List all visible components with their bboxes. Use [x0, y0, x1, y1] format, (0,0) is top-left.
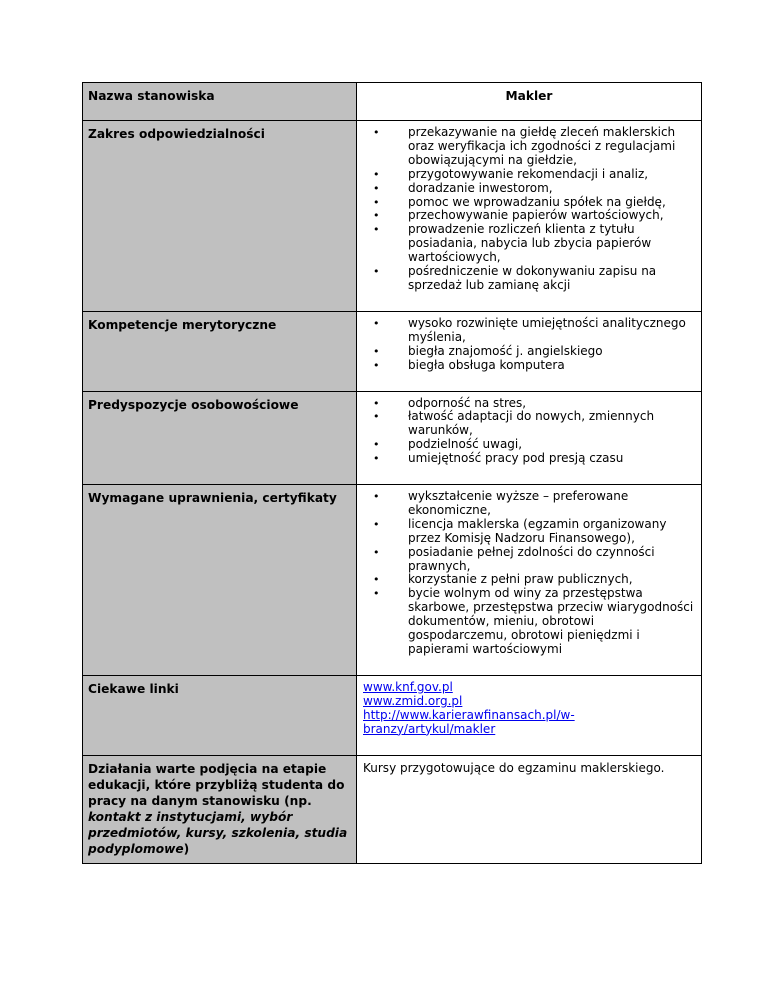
row-value-cell — [357, 755, 702, 863]
list-item: • przechowywanie papierów wartościowych, — [363, 209, 695, 223]
links-cell — [357, 675, 702, 755]
link-zmid[interactable]: www.zmid.org.pl — [363, 693, 463, 708]
list-item: • doradzanie inwestorom, — [363, 182, 695, 196]
label-end-part: ) — [183, 841, 190, 856]
responsibilities-list — [363, 126, 695, 293]
row-label — [88, 761, 351, 857]
row-value-cell — [357, 485, 702, 676]
list-item: • bycie wolnym od winy za przestępstwa skarbowe, przestępstwa przeciw wiarygodności dokumentów, mieniu, obrotowi gospodarczemu, obrotowi pieniędzmi i papierami wartościowymi — [363, 587, 695, 657]
list-item: • posiadanie pełnej zdolności do czynności prawnych, — [363, 546, 695, 574]
link-knf[interactable]: www.knf.gov.pl — [363, 679, 453, 694]
header-value-cell — [357, 83, 702, 121]
spacer — [363, 293, 695, 305]
position-name: Makler — [505, 89, 553, 103]
row-label: Zakres odpowiedzialności — [88, 127, 265, 141]
row-label-cell — [83, 675, 357, 755]
row-kompetencje — [83, 311, 702, 391]
list-item: • pomoc we wprowadzaniu spółek na giełdę, — [363, 196, 695, 210]
job-profile-table — [82, 82, 702, 864]
predispositions-list — [363, 397, 695, 467]
spacer — [363, 466, 695, 478]
list-item: • łatwość adaptacji do nowych, zmiennych warunków, — [363, 410, 695, 438]
list-item: • korzystanie z pełni praw publicznych, — [363, 573, 695, 587]
header-label: Nazwa stanowiska — [88, 89, 215, 103]
list-item: • wykształcenie wyższe – preferowane ekonomiczne, — [363, 490, 695, 518]
competencies-list — [363, 317, 695, 373]
row-uprawnienia — [83, 485, 702, 676]
row-label-cell — [83, 485, 357, 676]
row-zakres — [83, 121, 702, 312]
list-item: • prowadzenie rozliczeń klienta z tytułu posiadania, nabycia lub zbycia papierów wartościowych, — [363, 223, 695, 265]
row-value-cell — [357, 311, 702, 391]
actions-text: Kursy przygotowujące do egzaminu maklerskiego. — [363, 760, 665, 775]
list-item: • biegła obsługa komputera — [363, 359, 695, 373]
list-item: • pośredniczenie w dokonywaniu zapisu na sprzedaż lub zamianę akcji — [363, 265, 695, 293]
label-bold-part: Działania warte podjęcia na etapie edukacji, które przybliżą studenta do pracy na danym stanowisku (np. — [88, 761, 345, 808]
row-linki — [83, 675, 702, 755]
list-item: • przygotowywanie rekomendacji i analiz, — [363, 168, 695, 182]
row-label: Predyspozycje osobowościowe — [88, 397, 299, 412]
row-value-cell — [357, 121, 702, 312]
row-label: Wymagane uprawnienia, certyfikaty — [88, 491, 337, 506]
label-italic-part: kontakt z instytucjami, wybór przedmiotów, kursy, szkolenia, studia podyplomowe — [88, 809, 348, 856]
row-dzialania — [83, 755, 702, 863]
row-label-cell — [83, 391, 357, 485]
list-item: • biegła znajomość j. angielskiego — [363, 345, 695, 359]
list-item: • umiejętność pracy pod presją czasu — [363, 452, 695, 466]
header-label-cell — [83, 83, 357, 121]
spacer — [363, 737, 695, 749]
row-predyspozycje — [83, 391, 702, 485]
certifications-list — [363, 490, 695, 657]
list-item: • licencja maklerska (egzamin organizowany przez Komisję Nadzoru Finansowego), — [363, 518, 695, 546]
row-label: Kompetencje merytoryczne — [88, 317, 277, 332]
row-label-cell — [83, 755, 357, 863]
header-row — [83, 83, 702, 121]
list-item: • podzielność uwagi, — [363, 438, 695, 452]
link-kariera[interactable]: http://www.karierawfinansach.pl/w-branzy/artykul/makler — [363, 707, 575, 736]
spacer — [363, 657, 695, 669]
spacer — [363, 373, 695, 385]
list-item: • wysoko rozwinięte umiejętności analitycznego myślenia, — [363, 317, 695, 345]
list-item: • przekazywanie na giełdę zleceń maklerskich oraz weryfikacja ich zgodności z regulacjami obowiązującymi na giełdzie, — [363, 126, 695, 168]
row-label: Ciekawe linki — [88, 681, 179, 696]
row-label-cell — [83, 311, 357, 391]
list-item: • odporność na stres, — [363, 397, 695, 411]
row-label-cell — [83, 121, 357, 312]
row-value-cell — [357, 391, 702, 485]
